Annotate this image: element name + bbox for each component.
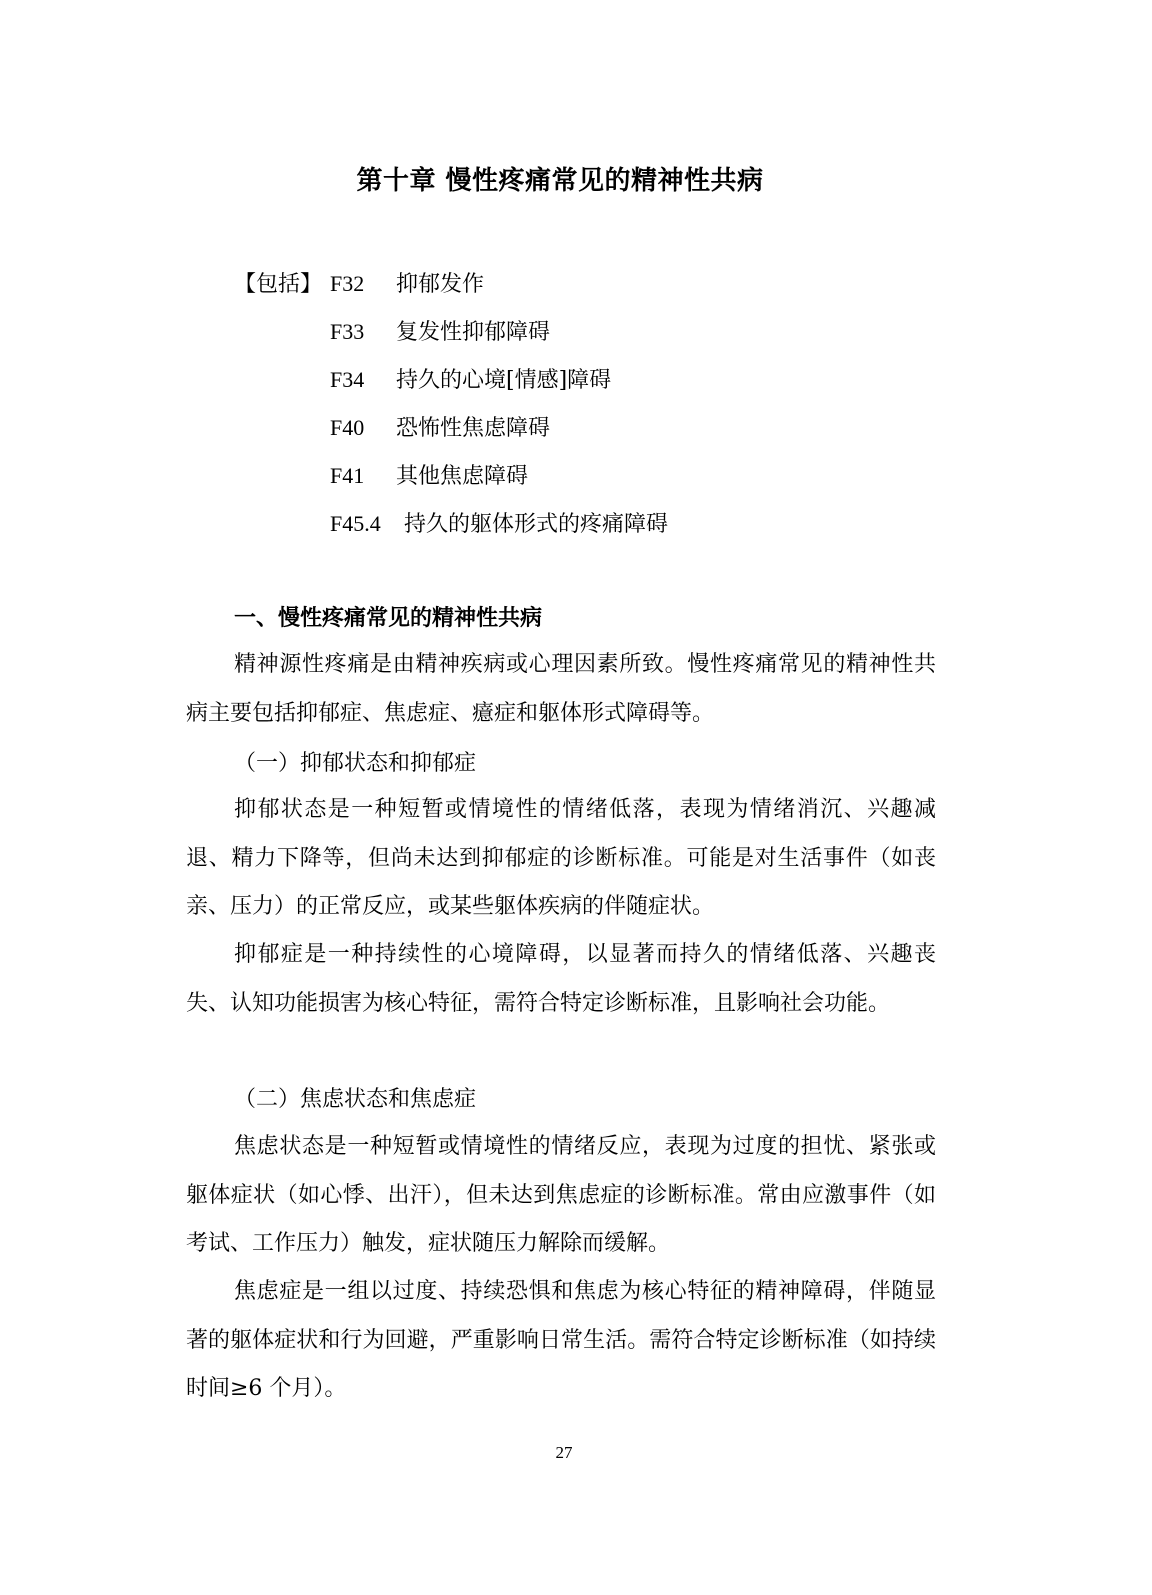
includes-prefix: 【包括】 bbox=[234, 272, 323, 297]
includes-item bbox=[234, 362, 668, 410]
page-number: 27 bbox=[555, 1443, 573, 1462]
body-paragraph: 精神源性疼痛是由精神疾病或心理因素所致。慢性疼痛常见的精神性共病主要包括抑郁症、焦虑症、癔症和躯体形式障碍等。 bbox=[186, 652, 936, 726]
icd-code: F40 bbox=[330, 415, 365, 440]
body-paragraph: 抑郁状态是一种短暂或情境性的情绪低落，表现为情绪消沉、兴趣减退、精力下降等，但尚未达到抑郁症的诊断标准。可能是对生活事件（如丧亲、压力）的正常反应，或某些躯体疾病的伴随症状。 bbox=[186, 797, 936, 919]
icd-code: F32 bbox=[330, 271, 365, 296]
subsection-heading: （二）焦虑状态和焦虑症 bbox=[234, 1087, 477, 1112]
icd-code: F45.4 bbox=[330, 511, 381, 536]
includes-item bbox=[234, 458, 668, 506]
body-paragraph: 抑郁症是一种持续性的心境障碍，以显著而持久的情绪低落、兴趣丧失、认知功能损害为核心特征，需符合特定诊断标准，且影响社会功能。 bbox=[186, 942, 936, 1016]
disorder-name: 抑郁发作 bbox=[396, 272, 485, 297]
disorder-name: 复发性抑郁障碍 bbox=[396, 320, 551, 345]
disorder-name: 其他焦虑障碍 bbox=[396, 464, 529, 489]
icd-code: F34 bbox=[330, 367, 365, 392]
includes-item bbox=[234, 266, 668, 314]
icd-code: F33 bbox=[330, 319, 365, 344]
section-heading: 一、慢性疼痛常见的精神性共病 bbox=[234, 605, 543, 631]
disorder-name: 持久的心境[情感]障碍 bbox=[396, 368, 612, 393]
body-paragraph: 焦虑状态是一种短暂或情境性的情绪反应，表现为过度的担忧、紧张或躯体症状（如心悸、出汗），但未达到焦虑症的诊断标准。常由应激事件（如考试、工作压力）触发，症状随压力解除而缓解。 bbox=[186, 1134, 936, 1256]
includes-list bbox=[234, 266, 668, 554]
body-paragraph: 焦虑症是一组以过度、持续恐惧和焦虑为核心特征的精神障碍，伴随显著的躯体症状和行为回避，严重影响日常生活。需符合特定诊断标准（如持续时间≥6 个月）。 bbox=[186, 1279, 936, 1401]
subsection-heading: （一）抑郁状态和抑郁症 bbox=[234, 751, 477, 776]
disorder-name: 持久的躯体形式的疼痛障碍 bbox=[404, 512, 669, 537]
icd-code: F41 bbox=[330, 463, 365, 488]
includes-item bbox=[234, 314, 668, 362]
includes-item bbox=[234, 506, 668, 554]
chapter-title: 第十章 慢性疼痛常见的精神性共病 bbox=[356, 166, 764, 196]
disorder-name: 恐怖性焦虑障碍 bbox=[396, 416, 551, 441]
includes-item bbox=[234, 410, 668, 458]
